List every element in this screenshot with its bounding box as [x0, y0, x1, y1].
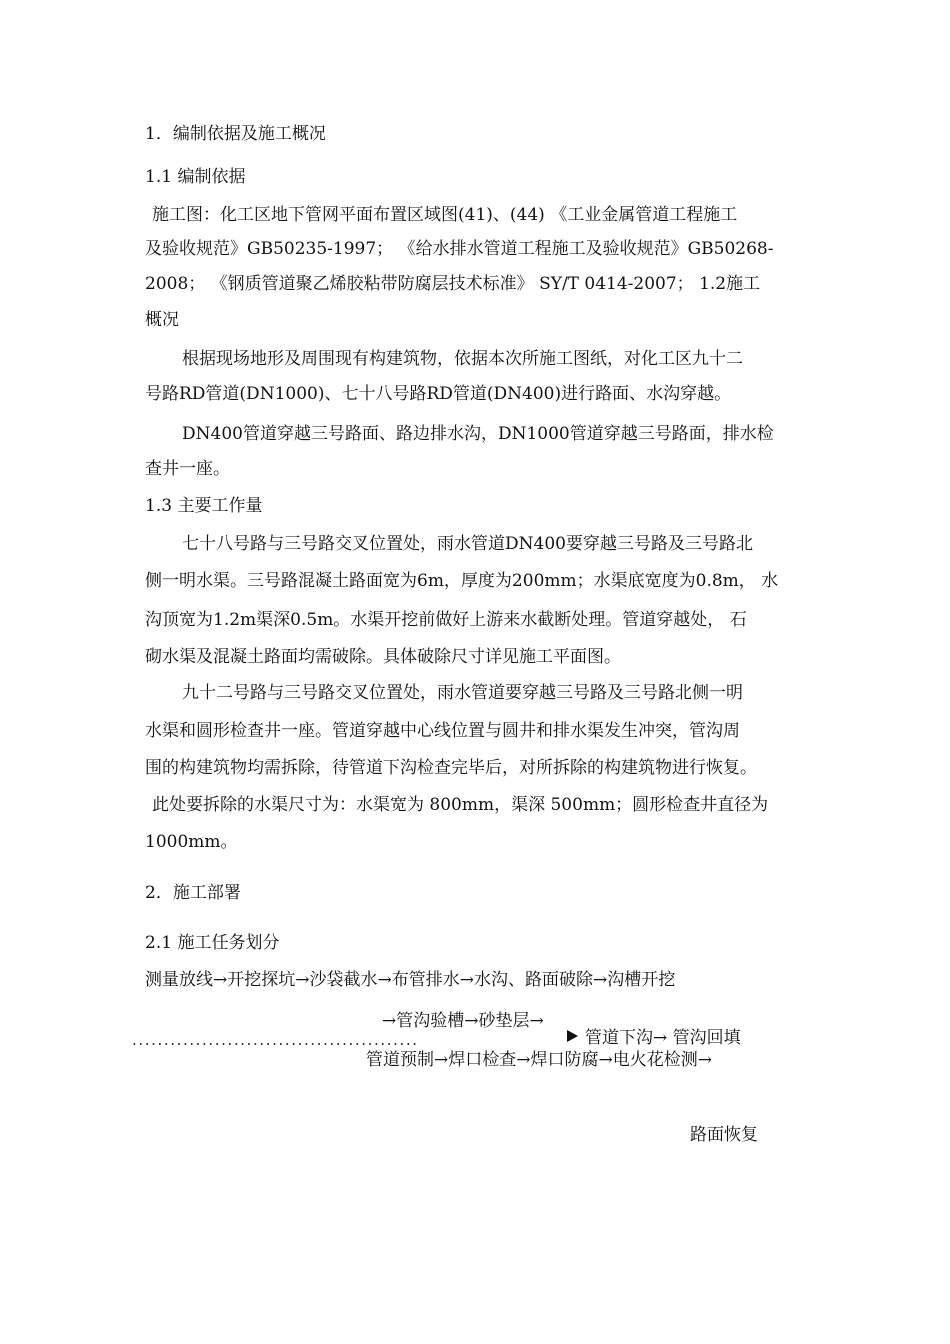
- flow-line-2: →管沟验槽→砂垫层→: [382, 1011, 544, 1031]
- work-p2-line-5: 1000mm。: [145, 832, 238, 852]
- basis-line-4: 概况: [145, 310, 179, 330]
- section-1-1-heading: 1.1 编制依据: [145, 167, 246, 187]
- overview-p1-line-1: 根据现场地形及周围现有构建筑物，依据本次所施工图纸，对化工区九十二: [182, 349, 743, 369]
- section-2-1-heading: 2.1 施工任务划分: [145, 933, 280, 953]
- work-p2-line-1: 九十二号路与三号路交叉位置处，雨水管道要穿越三号路及三号路北侧一明: [182, 683, 743, 703]
- arrow-right-icon: [567, 1030, 578, 1042]
- overview-p1-line-2: 号路RD管道(DN1000)、七十八号路RD管道(DN400)进行路面、水沟穿越。: [145, 384, 732, 404]
- work-p2-line-3: 围的构建筑物均需拆除，待管道下沟检查完毕后，对所拆除的构建筑物进行恢复。: [145, 758, 757, 778]
- basis-line-3: 2008； 《钢质管道聚乙烯胶粘带防腐层技术标准》 SY/T 0414-2007； 1.2施工: [145, 274, 761, 294]
- work-p1-line-3: 沟顶宽为1.2m渠深0.5m。水渠开挖前做好上游来水截断处理。管道穿越处， 石: [145, 610, 747, 630]
- section-1-heading: 1．编制依据及施工概况: [145, 124, 326, 144]
- work-p2-line-2: 水渠和圆形检查井一座。管道穿越中心线位置与圆井和排水渠发生冲突，管沟周: [145, 721, 740, 741]
- basis-line-2: 及验收规范》GB50235-1997； 《给水排水管道工程施工及验收规范》GB50268-: [145, 239, 774, 259]
- overview-p2-line-2: 查井一座。: [145, 459, 230, 479]
- work-p1-line-2: 侧一明水渠。三号路混凝土路面宽为6m，厚度为200mm；水渠底宽度为0.8m， 水: [145, 571, 779, 591]
- section-1-3-heading: 1.3 主要工作量: [145, 496, 263, 516]
- section-2-heading: 2．施工部署: [145, 883, 241, 903]
- work-p2-line-4: 此处要拆除的水渠尺寸为：水渠宽为 800mm，渠深 500mm；圆形检查井直径为: [152, 795, 769, 815]
- basis-line-1: 施工图：化工区地下管网平面布置区域图(41)、(44) 《工业金属管道工程施工: [152, 205, 738, 225]
- flow-line-1: 测量放线→开挖探坑→沙袋截水→布管排水→水沟、路面破除→沟槽开挖: [145, 970, 676, 990]
- flow-line-3: 管道预制→焊口检查→焊口防腐→电火花检测→: [366, 1050, 712, 1070]
- work-p1-line-4: 砌水渠及混凝土路面均需破除。具体破除尺寸详见施工平面图。: [145, 647, 621, 667]
- work-p1-line-1: 七十八号路与三号路交叉位置处，雨水管道DN400要穿越三号路及三号路北: [182, 534, 753, 554]
- overview-p2-line-1: DN400管道穿越三号路面、路边排水沟，DN1000管道穿越三号路面，排水检: [182, 424, 774, 444]
- flow-final: 路面恢复: [690, 1125, 758, 1145]
- flow-end: 管道下沟→ 管沟回填: [585, 1028, 741, 1048]
- flow-dotted-connector: .............................................: [132, 1031, 419, 1049]
